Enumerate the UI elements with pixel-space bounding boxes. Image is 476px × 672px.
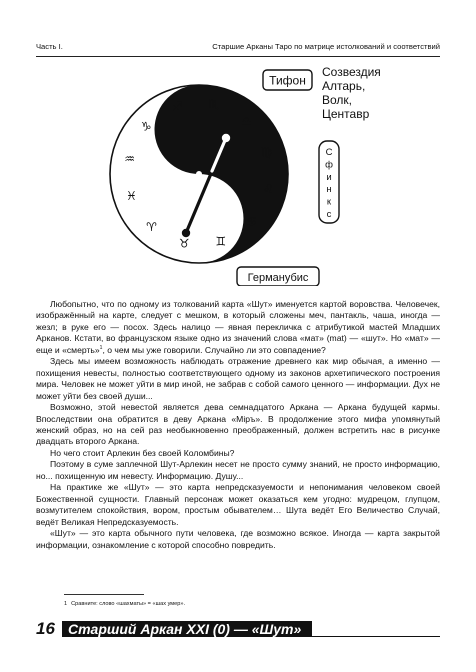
paragraph-text: Любопытно, что по одному из толкований карта «Шут» именуется картой воровства. Человечек, изображённый на карте, следует с мешком, в который сложены меч, пантакль, чаша, иногда — жезл; в руке его — посох. Здесь налицо — явная перекличка с атрибутикой мастей Младших Арканов. Кстати, во французском языке одно из значений слова «мат» (mat) — «шут». Но «мат» — еще и «смерть» (36, 299, 440, 355)
zodiac-sign-icon: ♏ (208, 97, 220, 112)
header-rule (36, 56, 440, 57)
center-hub (196, 171, 202, 177)
footnote-rule (64, 594, 144, 595)
zodiac-sign-icon: ♉ (178, 236, 190, 251)
paragraph: Возможно, этой невестой является дева семнадцатого Аркана — Аркана будущей кармы. Впоследствии она обратится в деву Аркана «Міръ». В продолжение этого мифа упомянутый женский образ, но на сей раз необыкновенно преображенный, должен встретить нас в рисунке двадцать второго Аркана. (36, 402, 440, 447)
constellations-line: Созвездия (322, 65, 381, 79)
body-text (36, 299, 440, 551)
constellations-line: Центавр (322, 107, 370, 121)
chapter-title: Старший Аркан XXI (0) — «Шут» (62, 621, 312, 637)
paragraph: Здесь мы имеем возможность наблюдать отражение древнего как мир обычая, а именно — похищения невесты, полностью соответствующего одному из законов архетипического построения мира. Человек не может уйти в мир иной, не забрав с собой самого ценного — информации. Дух не может уйти без своей души... (36, 356, 440, 401)
hermanubis-label: Германубис (247, 272, 309, 284)
paragraph: Поэтому в суме заплечной Шут-Арлекин несет не просто сумму знаний, не просто информацию, но... похищенную им невесту. Информацию. Душу... (36, 459, 440, 481)
zodiac-sign-icon: ♎ (241, 114, 252, 129)
typhon-box (263, 70, 312, 90)
zodiac-sign-icon: ♓ (126, 188, 137, 203)
page-footer (36, 619, 440, 639)
paragraph: Но чего стоит Арлекин без своей Коломбины? (50, 447, 235, 458)
paragraph: «Шут» — это карта обычного пути человека, где возможно всякое. Иногда — карта закрытой информации, ознакомление с которой способно повредить. (36, 528, 440, 550)
sphinx-letter: с (326, 209, 332, 220)
constellations-line: Волк, (322, 93, 352, 107)
zodiac-sign-icon: ♌ (263, 181, 274, 196)
zodiac-sign-icon: ♋ (246, 214, 258, 229)
yin-yang-zodiac-figure (36, 60, 440, 286)
needle-top-knob (222, 134, 230, 142)
zodiac-sign-icon: ♑ (140, 119, 152, 134)
constellations-label (322, 65, 384, 121)
sphinx-letter: н (326, 184, 332, 196)
zodiac-circle-group (110, 85, 288, 263)
sphinx-box (319, 141, 339, 223)
paragraph-text-tail: , о чем мы уже говорили. Случайно ли это совпадение? (102, 344, 326, 355)
sphinx-letter: и (326, 171, 332, 183)
sphinx-letter: к (326, 196, 332, 208)
zodiac-sign-icon: ♈ (146, 219, 157, 234)
page-number: 16 (36, 619, 55, 638)
footnote-number: 1 (64, 601, 68, 607)
zodiac-sign-icon: ♍ (261, 145, 272, 160)
footnote-text: Сравните: слово «шахматы» = «шах умер». (71, 601, 186, 607)
typhon-label: Тифон (269, 73, 306, 88)
header-title: Старшие Арканы Таро по матрице истолкований и соответствий (212, 42, 440, 51)
footnote-ref: 1 (99, 344, 103, 351)
constellations-line: Алтарь, (322, 79, 366, 93)
header-part: Часть I. (36, 42, 63, 51)
paragraph (36, 299, 440, 356)
footnote (64, 600, 185, 608)
zodiac-sign-icon: ♒ (124, 152, 135, 167)
hermanubis-box (237, 267, 319, 286)
sphinx-letter: ф (325, 159, 333, 171)
paragraph: На практике же «Шут» — это карта непредсказуемости и непонимания человеком своей Божественной сущности. Главный персонаж может оказаться кем угодно: мудрецом, глупцом, возмутителем спокойствия, вором, простым обывателем… Шута ведёт Его Величество Случай, ведёт Великая Непредсказуемость. (36, 482, 440, 527)
running-header (36, 41, 440, 53)
zodiac-sign-icon: ♊ (215, 234, 227, 249)
sphinx-letter: С (325, 147, 333, 158)
zodiac-sign-icon: ♐ (171, 99, 183, 114)
footer-rule (312, 636, 440, 637)
